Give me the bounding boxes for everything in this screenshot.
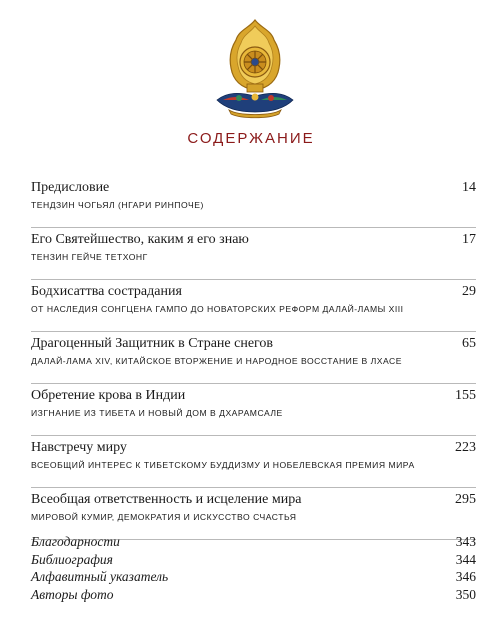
toc-entry[interactable]: [31, 387, 476, 438]
toc-entry-subtitle: ДАЛАЙ-ЛАМА XIV, КИТАЙСКОЕ ВТОРЖЕНИЕ И НАРОДНОЕ ВОССТАНИЕ В ЛХАСЕ: [31, 356, 402, 366]
toc-entry-subtitle: ОТ НАСЛЕДИЯ СОНГЦЕНА ГАМПО ДО НОВАТОРСКИХ РЕФОРМ ДАЛАЙ-ЛАМЫ XIII: [31, 304, 404, 314]
toc-entry[interactable]: [31, 179, 476, 230]
toc-entry-title: Навстречу миру: [31, 440, 127, 455]
toc-entry-title: Бодхисаттва сострадания: [31, 284, 182, 299]
back-matter-label: Авторы фото: [31, 586, 114, 602]
toc-entry-title: Предисловие: [31, 180, 110, 195]
toc-entry-page: 65: [462, 336, 476, 351]
toc-entry-page: 14: [462, 180, 476, 195]
back-matter-label: Библиография: [31, 551, 113, 567]
back-matter: [31, 533, 476, 603]
toc-entry-page: 295: [455, 492, 476, 507]
back-matter-page: 350: [455, 586, 476, 602]
toc-entry-page: 155: [455, 388, 476, 403]
page-title: СОДЕРЖАНИЕ: [187, 130, 315, 147]
toc-entry-subtitle: ВСЕОБЩИЙ ИНТЕРЕС К ТИБЕТСКОМУ БУДДИЗМУ И НОБЕЛЕВСКАЯ ПРЕМИЯ МИРА: [31, 460, 415, 470]
back-matter-item[interactable]: [31, 586, 476, 604]
back-matter-label: Алфавитный указатель: [31, 569, 169, 584]
back-matter-item[interactable]: [31, 551, 476, 569]
toc-entry-subtitle: ТЕНЗИН ГЕЙЧЕ ТЕТХОНГ: [31, 252, 148, 262]
toc-entry-page: 29: [462, 284, 476, 299]
toc-entries: [31, 179, 476, 543]
back-matter-page: 344: [455, 551, 476, 567]
toc-entry-page: 223: [455, 440, 476, 455]
dharma-wheel-emblem-icon: [209, 18, 301, 120]
back-matter-page: 343: [455, 534, 476, 549]
toc-entry[interactable]: [31, 335, 476, 386]
back-matter-item[interactable]: [31, 568, 476, 586]
toc-entry-title: Обретение крова в Индии: [31, 388, 186, 403]
toc-entry-subtitle: ТЕНДЗИН ЧОГЬЯЛ (НГАРИ РИНПОЧЕ): [31, 200, 204, 210]
toc-entry-subtitle: МИРОВОЙ КУМИР, ДЕМОКРАТИЯ И ИСКУССТВО СЧАСТЬЯ: [31, 512, 297, 522]
toc-entry[interactable]: [31, 439, 476, 490]
toc-entry-title: Драгоценный Защитник в Стране снегов: [31, 336, 274, 351]
back-matter-item[interactable]: [31, 533, 476, 551]
back-matter-label: Благодарности: [31, 534, 120, 549]
toc-entry-page: 17: [462, 232, 476, 247]
toc-entry-title: Его Святейшество, каким я его знаю: [31, 232, 249, 247]
back-matter-page: 346: [455, 569, 476, 584]
toc-entry-title: Всеобщая ответственность и исцеление мира: [31, 492, 302, 507]
toc-entry-subtitle: ИЗГНАНИЕ ИЗ ТИБЕТА И НОВЫЙ ДОМ В ДХАРАМСАЛЕ: [31, 408, 283, 418]
toc-entry[interactable]: [31, 283, 476, 334]
toc-entry[interactable]: [31, 231, 476, 282]
